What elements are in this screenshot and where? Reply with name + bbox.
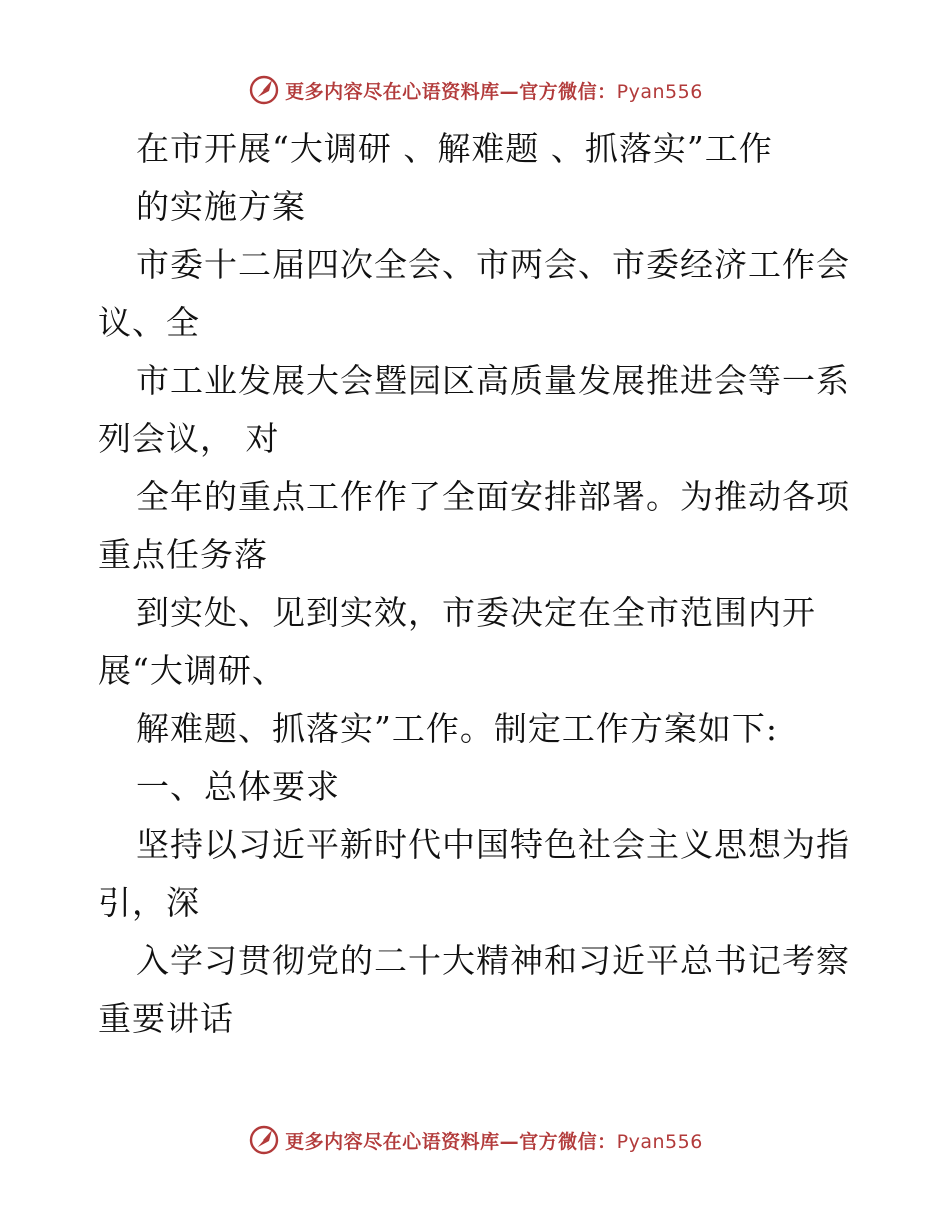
paragraph-line: 展“大调研、 [98, 651, 286, 690]
paragraph-line: 列会议， 对 [98, 419, 280, 458]
paragraph-line: 议、全 [98, 303, 200, 342]
paragraph-line: 市委十二届四次全会、市两会、市委经济工作会 [136, 245, 850, 284]
footer-banner [0, 1120, 950, 1160]
paragraph-line: 到实处、见到实效，市委决定在全市范围内开 [136, 593, 816, 632]
paragraph-line: 市工业发展大会暨园区高质量发展推进会等一系 [136, 361, 850, 400]
quill-logo-icon [247, 1123, 281, 1157]
paragraph-line: 重要讲话 [98, 999, 234, 1038]
quill-logo-icon [247, 73, 281, 107]
doc-title-line-2: 的实施方案 [136, 187, 306, 226]
document-body [98, 120, 878, 1048]
paragraph-line: 重点任务落 [98, 535, 268, 574]
paragraph-line: 全年的重点工作作了全面安排部署。为推动各项 [136, 477, 850, 516]
paragraph-line: 引，深 [98, 883, 200, 922]
doc-title-line-1: 在市开展“大调研 、解难题 、抓落实”工作 [136, 129, 773, 168]
section-heading: 一、总体要求 [136, 767, 340, 806]
header-banner-text: 更多内容尽在心语资料库—官方微信：Pyan556 [285, 80, 703, 103]
header-banner [0, 70, 950, 110]
paragraph-line: 入学习贯彻党的二十大精神和习近平总书记考察 [136, 941, 850, 980]
footer-banner-text: 更多内容尽在心语资料库—官方微信：Pyan556 [285, 1130, 703, 1153]
paragraph-line: 坚持以习近平新时代中国特色社会主义思想为指 [136, 825, 850, 864]
paragraph-line: 解难题、抓落实”工作。制定工作方案如下: [136, 709, 778, 748]
